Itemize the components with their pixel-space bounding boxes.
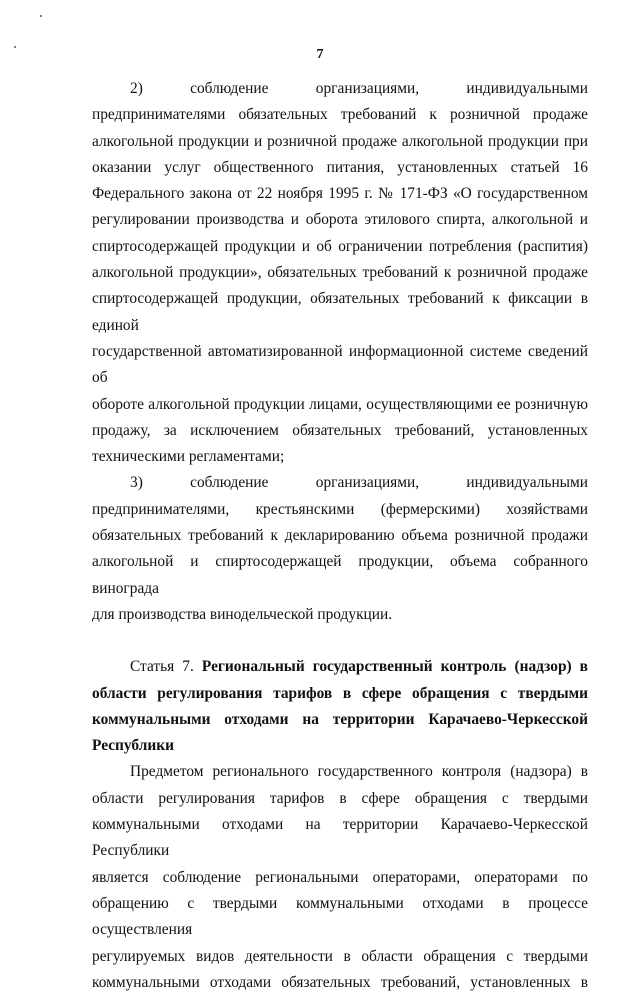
text-line: регулируемых видов деятельности в области обращения с твердыми [92, 947, 588, 965]
list-item-3 [92, 470, 588, 628]
article-prefix: Статья 7. [130, 658, 202, 676]
article-title-line: области регулирования тарифов в сфере обращения с твердыми [92, 684, 588, 702]
text-line: предпринимателями обязательных требований к розничной продаже [92, 106, 588, 124]
text-line: алкогольной и спиртосодержащей продукции, объема собранного винограда [92, 553, 588, 597]
text-line: спиртосодержащей продукции, обязательных требований к фиксации в единой [92, 290, 588, 334]
text-line: для производства винодельческой продукции. [92, 605, 393, 623]
text-line: 2) соблюдение организациями, индивидуальными [130, 80, 588, 97]
article-title-line: коммунальными отходами на территории Карачаево-Черкесской [92, 710, 588, 728]
text-line: спиртосодержащей продукции и об ограничении потребления (распития) [92, 237, 588, 255]
text-line: Предметом регионального государственного контроля (надзора) в [130, 763, 588, 781]
text-line: продажу, за исключением обязательных требований, установленных [92, 421, 588, 439]
text-line: предпринимателями, крестьянскими (фермерскими) хозяйствами [92, 500, 588, 518]
text-line: оказании услуг общественного питания, установленных статьей 16 [92, 158, 588, 176]
text-line: является соблюдение региональными операторами, операторами по [92, 868, 588, 886]
text-line: государственной автоматизированной информационной системе сведений об [92, 342, 588, 387]
text-line: обороте алкогольной продукции лицами, осуществляющими ее розничную [92, 395, 588, 413]
text-line: Федерального закона от 22 ноября 1995 г. № 171-ФЗ «О государственном [92, 185, 588, 203]
article-7 [92, 654, 588, 996]
article-title-text: Региональный государственный контроль (надзор) в [201, 658, 588, 676]
document-body [92, 76, 588, 996]
text-line: области регулирования тарифов в сфере обращения с твердыми [92, 789, 588, 807]
article-title-line: Республики [92, 737, 174, 755]
text-line: 3) соблюдение организациями, индивидуальными [130, 474, 588, 492]
scan-artifact-dot [40, 15, 42, 17]
text-line: коммунальными отходами на территории Карачаево-Черкесской Республики [92, 816, 588, 860]
text-line: техническими регламентами; [92, 448, 285, 466]
text-line: обязательных требований к декларированию объема розничной продажи [92, 527, 588, 545]
article-heading-line [92, 654, 588, 680]
text-line: регулировании производства и оборота этилового спирта, алкогольной и [92, 211, 588, 229]
page-number: 7 [316, 47, 324, 62]
text-line: коммунальными отходами обязательных требований, установленных в [92, 973, 588, 991]
text-line: алкогольной продукции и розничной продаже алкогольной продукции при [92, 132, 588, 150]
list-item-2 [92, 76, 588, 470]
text-line: обращению с твердыми коммунальными отходами в процессе осуществления [92, 894, 588, 939]
text-line: алкогольной продукции», обязательных требований к розничной продаже [92, 264, 588, 282]
